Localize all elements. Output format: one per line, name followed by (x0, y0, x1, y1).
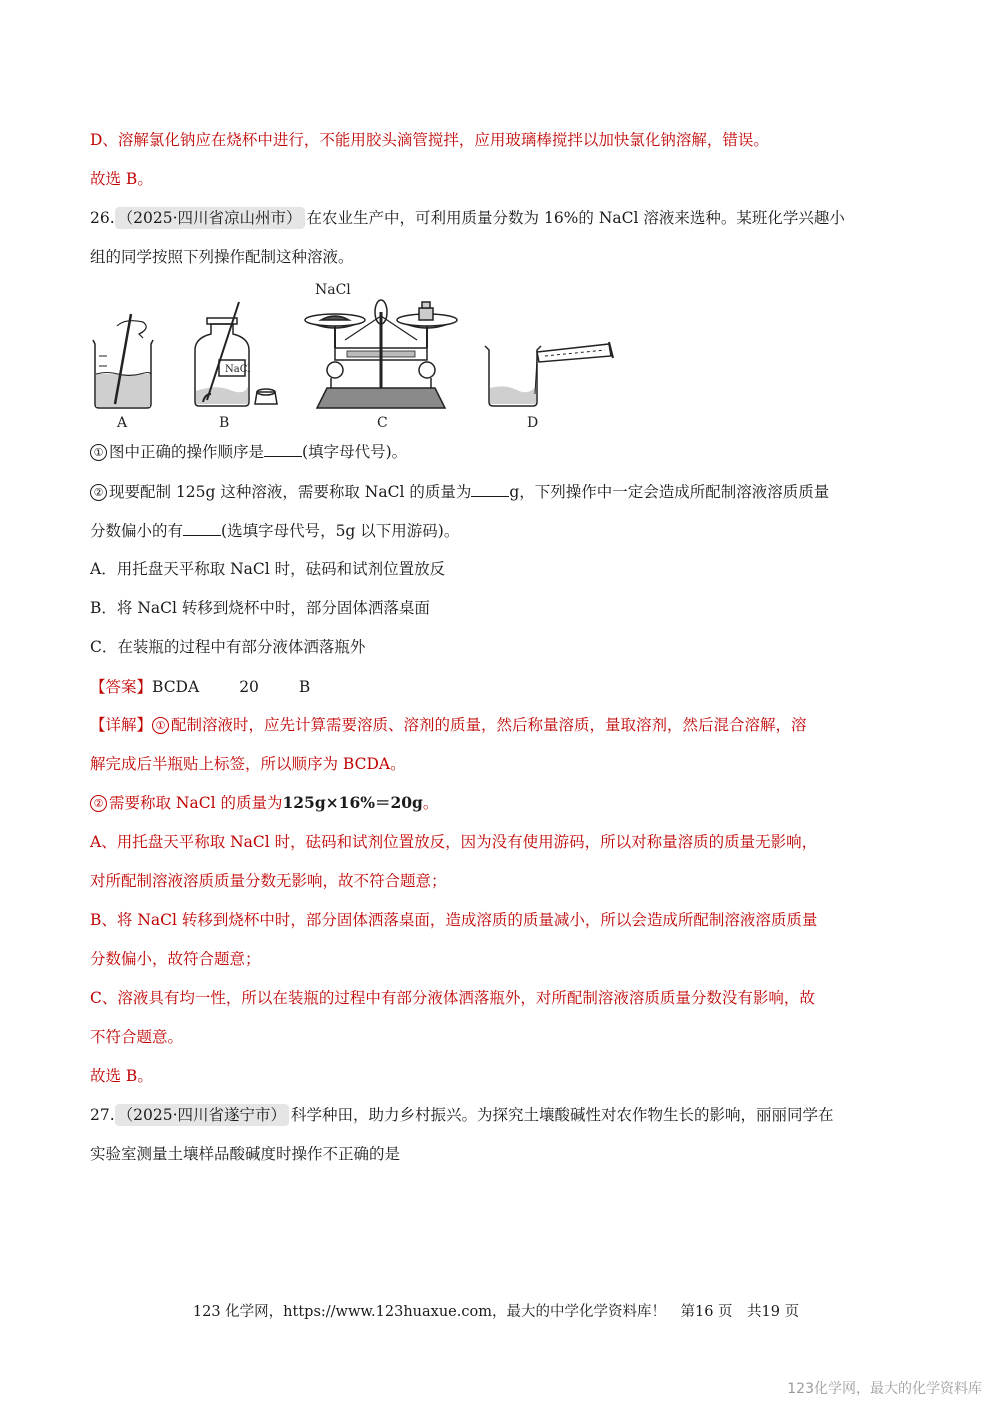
text-line: ② 需要称取 NaCl 的质量为125g×16%＝20g。 (90, 792, 438, 814)
source-tag: （2025·四川省遂宁市） (115, 1104, 289, 1126)
text-line: 故选 B。 (90, 170, 153, 188)
reagent-bottle-icon (195, 302, 277, 406)
balance-icon (305, 300, 457, 408)
subquestion-2: ② 现要配制 125g 这种溶液，需要称取 NaCl 的质量为 g，下列操作中一定会造成所配制溶液溶质质量 (90, 481, 829, 503)
text-line: 故选 B。 (90, 1067, 153, 1085)
label-D: D (527, 415, 539, 431)
answer-blank[interactable] (471, 482, 509, 497)
formula: 125g×16%＝20g (282, 793, 423, 812)
text-line: 不符合题意。 (90, 1028, 184, 1046)
option-a: A．用托盘天平称取 NaCl 时，砝码和试剂位置放反 (90, 560, 446, 578)
text-line: 解完成后半瓶贴上标签，所以顺序为 BCDA。 (90, 755, 406, 773)
pouring-icon (485, 342, 613, 406)
label-B: B (219, 415, 230, 431)
label-C: C (377, 415, 388, 431)
question-27: 27. （2025·四川省遂宁市） 科学种田，助力乡村振兴。为探究土壤酸碱性对农作物生长的影响，丽丽同学在 (90, 1106, 834, 1124)
subquestion-1: ① 图中正确的操作顺序是 (填字母代号)。 (90, 441, 407, 463)
option-c: C．在装瓶的过程中有部分液体洒落瓶外 (90, 638, 366, 656)
text-line: 组的同学按照下列操作配制这种溶液。 (90, 248, 354, 266)
text-line: 实验室测量土壤样品酸碱度时操作不正确的是 (90, 1145, 401, 1163)
beaker-stirring-icon (93, 314, 153, 408)
label-A: A (117, 415, 128, 431)
option-b: B．将 NaCl 转移到烧杯中时，部分固体洒落桌面 (90, 599, 430, 617)
page-footer: 123 化学网，https://www.123huaxue.com，最大的中学化学资料库！ 第16 页 共19 页 (192, 1304, 800, 1320)
source-tag: （2025·四川省凉山州市） (115, 207, 305, 229)
detail-line: 【详解】 ① 配制溶液时，应先计算需要溶质、溶剂的质量，然后称量溶质，量取溶剂，然后混合溶解，溶 (90, 716, 807, 734)
text-line: C、溶液具有均一性，所以在装瓶的过程中有部分液体洒落瓶外，对所配制溶液溶质质量分数没有影响，故 (90, 989, 815, 1007)
watermark: 123化学网，最大的化学资料库 (787, 1381, 982, 1397)
text-line: 分数偏小，故符合题意； (90, 950, 261, 968)
text-line: B、将 NaCl 转移到烧杯中时，部分固体洒落桌面，造成溶质的质量减小，所以会造成所配制溶液溶质质量 (90, 911, 818, 929)
nacl-label: NaCl (315, 282, 351, 298)
text-line: 分数偏小的有 (选填字母代号，5g 以下用游码)。 (90, 522, 460, 540)
lab-operations-figure (85, 276, 625, 432)
text-line: D、溶解氯化钠应在烧杯中进行，不能用胶头滴管搅拌，应用玻璃棒搅拌以加快氯化钠溶解，错误。 (90, 131, 769, 149)
question-26: 26. （2025·四川省凉山州市） 在农业生产中，可利用质量分数为 16%的 NaCl 溶液来选种。某班化学兴趣小 (90, 209, 845, 227)
answer-line: 【答案】BCDA 20 B (90, 678, 311, 696)
text-line: A、用托盘天平称取 NaCl 时，砝码和试剂位置放反，因为没有使用游码，所以对称量溶质的质量无影响， (90, 833, 818, 851)
answer-blank[interactable] (264, 442, 302, 457)
answer-blank[interactable] (183, 521, 221, 536)
bottle-label: NaCl (225, 364, 251, 375)
text-line: 对所配制溶液溶质质量分数无影响，故不符合题意； (90, 872, 447, 890)
